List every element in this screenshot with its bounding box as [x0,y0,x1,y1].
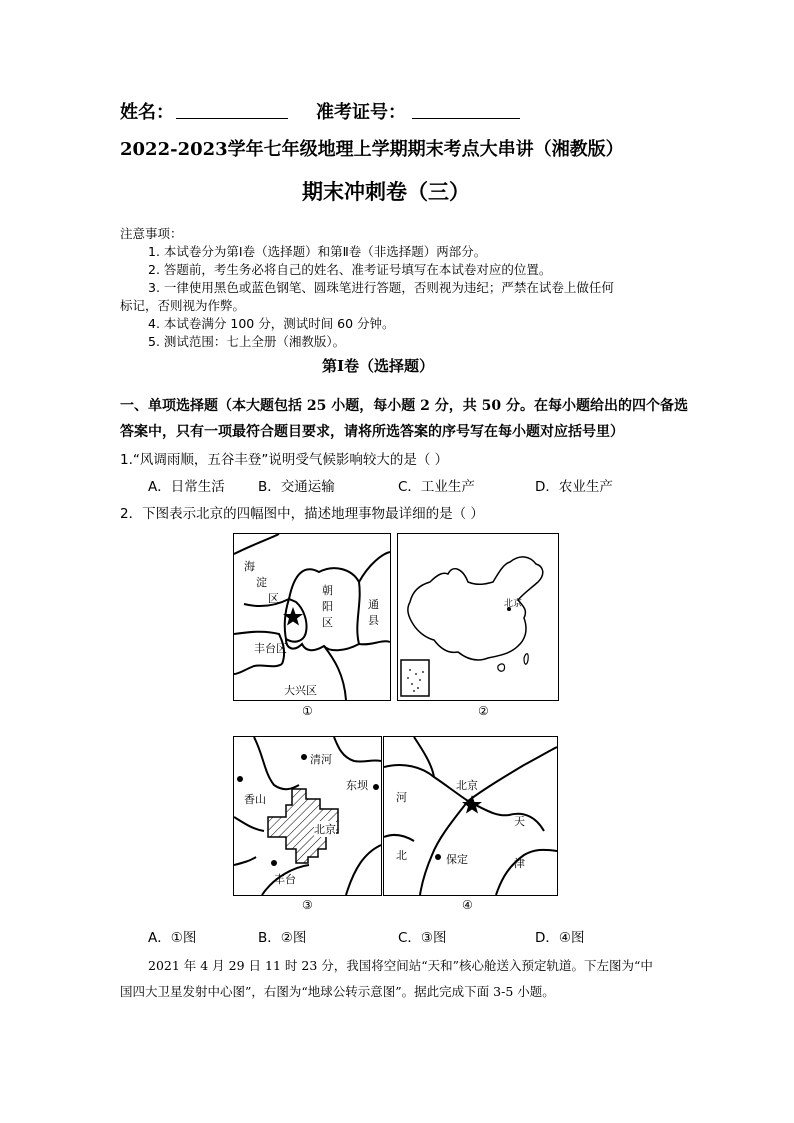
name-label: 姓名： [120,102,174,123]
map-label: 北京 [504,599,523,609]
q2-option-a[interactable]: A．①图 [148,930,197,946]
map-label: 区 [322,616,333,629]
map-3-caption: ③ [302,898,313,912]
note-item: 4. 本试卷满分 100 分，测试时间 60 分钟。 [148,316,395,331]
q2-option-b[interactable]: B．②图 [258,930,307,946]
note-item: 5. 测试范围：七上全册（湘教版）。 [148,334,346,349]
map-1-district [233,533,391,701]
notes-heading: 注意事项： [120,226,183,241]
section-instruction: 一、单项选择题（本大题包括 25 小题，每小题 2 分，共 50 分。在每小题给出的四个备选 [120,398,688,414]
map-label: 清河 [310,753,332,766]
map-2-caption: ② [478,704,489,718]
note-item: 1. 本试卷分为第Ⅰ卷（选择题）和第Ⅱ卷（非选择题）两部分。 [148,244,487,259]
passage-line: 国四大卫星发射中心图”，右图为“地球公转示意图”。据此完成下面 3-5 小题。 [120,984,555,999]
map-label: 北京 [314,823,336,836]
q2-option-c[interactable]: C．③图 [398,930,447,946]
section-instruction: 答案中，只有一项最符合题目要求，请将所选答案的序号写在每小题对应括号里） [120,424,624,440]
q2-option-d[interactable]: D．④图 [535,930,585,946]
map-label: 阳 [322,600,333,613]
map-label: 淀 [256,576,267,589]
map-1-caption: ① [302,704,313,718]
map-label: 丰台区 [254,642,287,655]
map-label: 香山 [244,793,266,806]
question-1-stem: 1.“风调雨顺，五谷丰登”说明受气候影响较大的是（ ） [120,452,449,468]
map-label: 区 [268,592,279,605]
note-item: 3. 一律使用黑色或蓝色钢笔、圆珠笔进行答题，否则视为违纪；严禁在试卷上做任何 [148,280,614,295]
map-3-city [233,736,382,896]
map-label: 朝 [322,584,333,597]
map-label: 保定 [446,853,468,866]
q1-option-d[interactable]: D．农业生产 [535,479,613,495]
q1-option-a[interactable]: A．日常生活 [148,479,225,495]
q1-option-b[interactable]: B．交通运输 [258,479,335,495]
map-label: 天 [514,815,525,828]
map-label: 通 [368,598,379,611]
map-4-caption: ④ [462,898,473,912]
map-label: 东坝 [346,779,368,792]
map-2-china [397,533,559,701]
name-blank[interactable] [176,100,288,119]
map-label: 北 [396,849,407,862]
note-item: 标记，否则视为作弊。 [120,298,246,313]
map-label: 大兴区 [284,684,317,697]
map-label: 丰台 [274,873,296,886]
map-label: 津 [514,857,525,870]
map-4-region [383,736,558,896]
q1-option-c[interactable]: C．工业生产 [398,479,475,495]
page-subtitle: 期末冲刺卷（三） [302,179,470,204]
map-label: 县 [368,614,379,627]
exam-id-label: 准考证号： [316,102,406,123]
map-label: 海 [244,560,255,573]
passage-line: 2021 年 4 月 29 日 11 时 23 分，我国将空间站“天和”核心舱送入预定轨道。下左图为“中 [148,958,653,973]
exam-id-blank[interactable] [412,100,520,119]
note-item: 2. 答题前，考生务必将自己的姓名、准考证号填写在本试卷对应的位置。 [148,262,552,277]
map-label: 河 [396,791,407,804]
question-2-stem: 2．下图表示北京的四幅图中，描述地理事物最详细的是（ ） [120,506,484,522]
section-heading: 第Ⅰ卷（选择题） [322,357,435,375]
page-title: 2022-2023学年七年级地理上学期期末考点大串讲（湘教版） [120,139,624,160]
map-label: 北京 [456,779,478,792]
